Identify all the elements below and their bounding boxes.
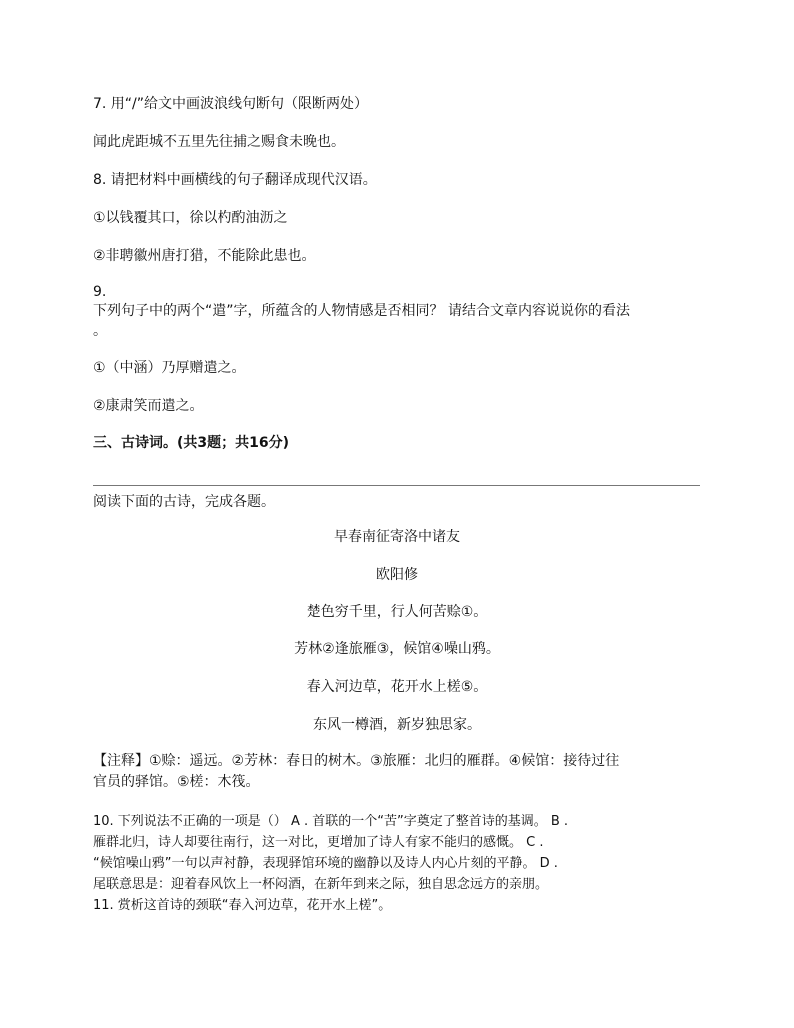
question-10-line-2: 雁群北归，诗人却要往南行，这一对比，更增加了诗人有家不能归的感慨。 C . bbox=[93, 835, 544, 850]
question-8-item-1: ①以钱覆其口，徐以杓酌油沥之 bbox=[93, 210, 288, 226]
question-7-sentence: 闻此虎距城不五里先往捕之赐食未晚也。 bbox=[93, 134, 345, 150]
question-8-prompt: 8. 请把材料中画横线的句子翻译成现代汉语。 bbox=[93, 172, 377, 188]
poem-author: 欧阳修 bbox=[376, 567, 418, 583]
poem-notes-line-2: 官员的驿馆。⑤槎：木筏。 bbox=[93, 774, 260, 790]
poem-notes-line-1: 【注释】①赊：遥远。②芳林：春日的树木。③旅雁：北归的雁群。④候馆：接待过往 bbox=[93, 753, 620, 769]
question-11-prompt: 11. 赏析这首诗的颈联“春入河边草，花开水上槎”。 bbox=[93, 898, 392, 913]
poem-line-1: 楚色穷千里，行人何苦赊①。 bbox=[306, 604, 488, 620]
poem-title: 早春南征寄洛中诸友 bbox=[334, 529, 460, 545]
question-8-item-2: ②非聘徽州唐打猎，不能除此患也。 bbox=[93, 248, 316, 264]
question-9-item-1: ①（中涵）乃厚赠遣之。 bbox=[93, 360, 246, 376]
question-9-prompt-tail: 。 bbox=[93, 323, 107, 339]
question-9-number: 9. bbox=[93, 284, 107, 300]
question-10-line-3: “候馆噪山鸦”一句以声衬静，表现驿馆环境的幽静以及诗人内心片刻的平静。 D . bbox=[93, 856, 558, 871]
question-10-line-4: 尾联意思是：迎着春风饮上一杯闷酒，在新年到来之际，独自思念远方的亲朋。 bbox=[93, 877, 549, 892]
reading-intro: 阅读下面的古诗，完成各题。 bbox=[93, 494, 275, 510]
poem-line-2: 芳林②逢旅雁③，候馆④噪山鸦。 bbox=[294, 641, 500, 657]
question-7-prompt: 7. 用“/”给文中画波浪线句断句（限断两处） bbox=[93, 96, 369, 112]
question-9-prompt: 下列句子中的两个“遣”字，所蕴含的人物情感是否相同？ 请结合文章内容说说你的看法 bbox=[93, 303, 630, 319]
poem-line-4: 东风一樽酒，新岁独思家。 bbox=[313, 717, 481, 733]
poem-line-3: 春入河边草，花开水上槎⑤。 bbox=[306, 679, 488, 695]
section-3-heading: 三、古诗词。(共3题；共16分) bbox=[93, 435, 290, 451]
question-10-line-1: 10. 下列说法不正确的一项是（） A . 首联的一个“苦”字奠定了整首诗的基调。 B . bbox=[93, 814, 569, 829]
question-9-item-2: ②康肃笑而遣之。 bbox=[93, 398, 204, 414]
section-divider bbox=[93, 485, 700, 486]
